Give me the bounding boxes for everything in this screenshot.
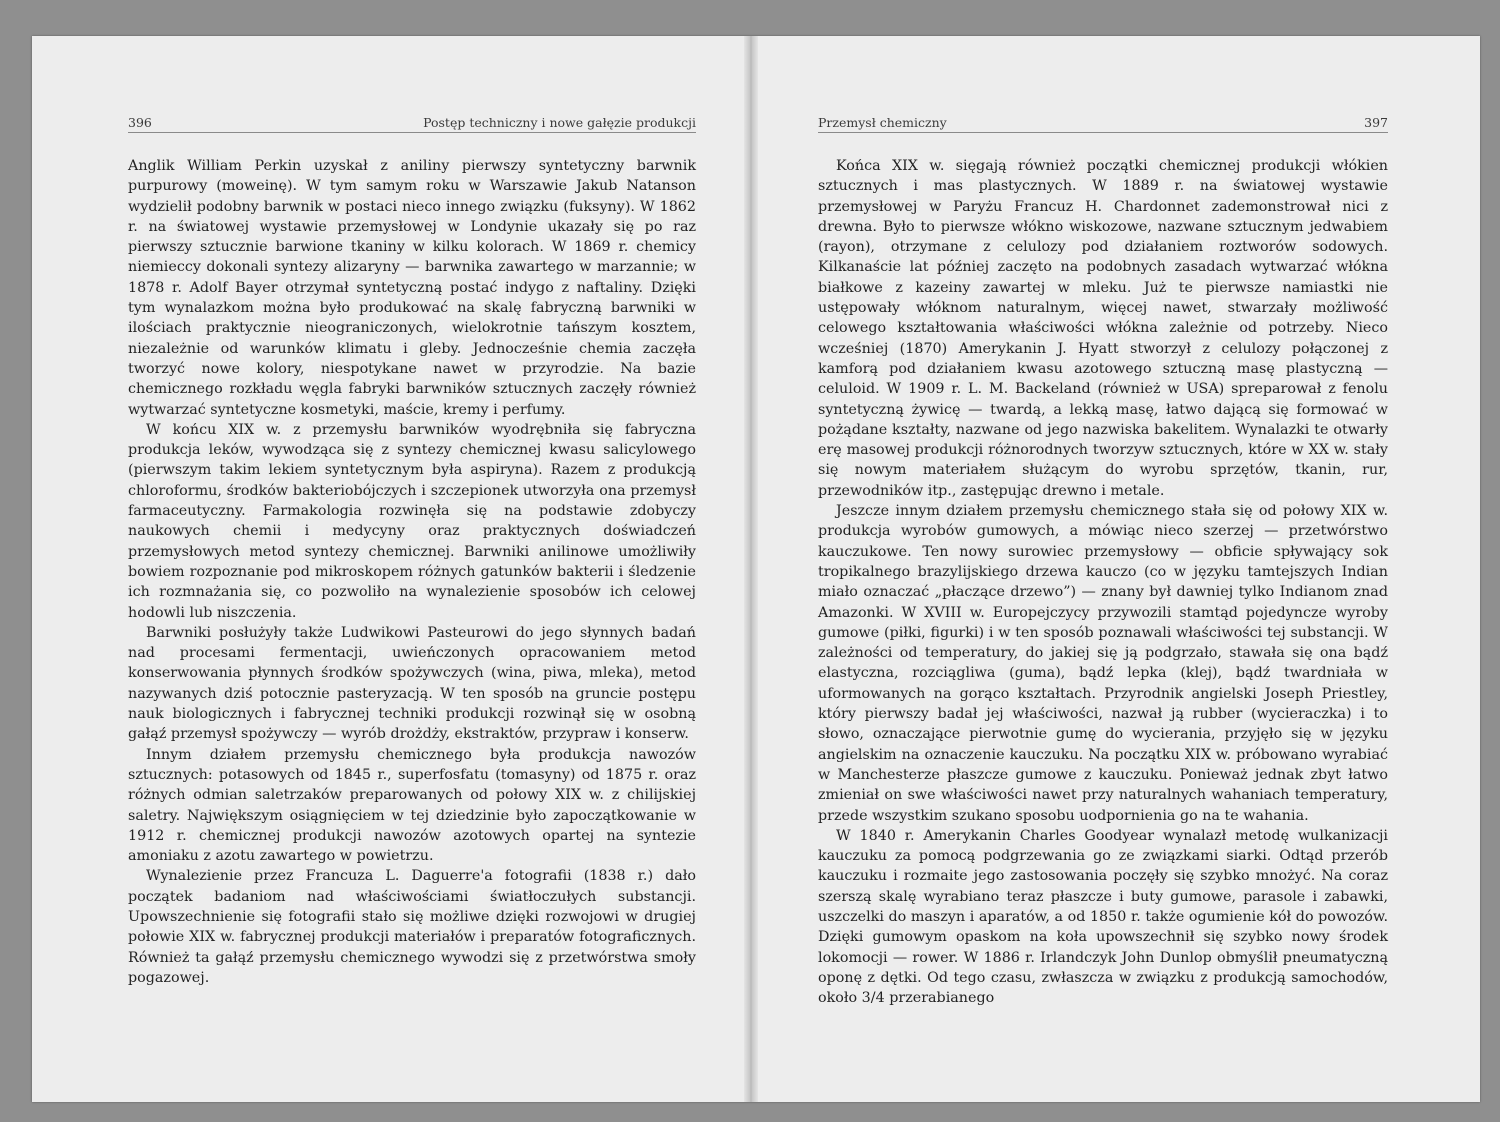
paragraph: Innym działem przemysłu chemicznego była produkcja nawozów sztucznych: potasowych od 1845 r., superfosfatu (tomasyny) od 1875 r. oraz różnych odmian saletrzaków preparowanych od połowy XIX w. z chilijskiej saletry. Największym osiągnięciem w tej dziedzinie było zapoczątkowanie w 1912 r. chemicznej produkcji nawozów azotowych opartej na syntezie amoniaku z azotu zawartego w powietrzu. (128, 746, 696, 865)
right-page (818, 36, 1388, 1102)
paragraph: Anglik William Perkin uzyskał z aniliny pierwszy syntetyczny barwnik purpurowy (moweinę). W tym samym roku w Warszawie Jakub Natanson wydzielił podobny barwnik w postaci nieco innego związku (fuksyny). W 1862 r. na światowej wystawie przemysłowej w Londynie ukazały się po raz pierwszy sztucznie barwione tkaniny w kilku kolorach. W 1869 r. chemicy niemieccy dokonali syntezy alizaryny — barwnika zawartego w marzannie; w 1878 r. Adolf Bayer otrzymał syntetyczną postać indygo z naftaliny. Dzięki tym wynalazkom można było produkować na skalę fabryczną barwniki w ilościach praktycznie nieograniczonych, wielokrotnie tańszym kosztem, niezależnie od warunków klimatu i gleby. Jednocześnie chemia zaczęła tworzyć nowe kolory, niespotykane nawet w przyrodzie. Na bazie chemicznego rozkładu węgla fabryki barwników sztucznych zaczęły również wytwarzać syntetyczne kosmetyki, maście, kremy i perfumy. (128, 158, 696, 418)
left-page (128, 36, 696, 1102)
running-head-title: Postęp techniczny i nowe gałęzie produkcji (423, 115, 696, 130)
left-running-head (128, 115, 696, 133)
paragraph: Jeszcze innym działem przemysłu chemicznego stała się od połowy XIX w. produkcja wyrobów gumowych, a mówiąc nieco szerzej — przetwórstwo kauczukowe. Ten nowy surowiec przemysłowy — obficie spływający sok tropikalnego brazylijskiego drzewa kauczo (co w języku tamtejszych Indian miało oznaczać „płaczące drzewo”) — znany był dawniej tylko Indianom znad Amazonki. W XVIII w. Europejczycy przywozili stamtąd pojedyncze wyroby gumowe (piłki, figurki) i w ten sposób poznawali właściwości tej substancji. W zależności od temperatury, do jakiej się ją podgrzało, stawała się ona bądź elastyczna, rozciągliwa (guma), bądź lepka (klej), bądź twardniała w uformowanych na gorąco kształtach. Przyrodnik angielski Joseph Priestley, który pierwszy badał jej właściwości, nazwał ją rubber (wycieraczka) i to słowo, oznaczające pierwotnie gumę do wycierania, przyjęło się w języku angielskim na oznaczenie kauczuku. Na początku XIX w. próbowano wyrabiać w Manchesterze płaszcze gumowe z kauczuku. Ponieważ jednak zbyt łatwo zmieniał on swe właściwości nawet przy naturalnych wahaniach temperatury, przede wszystkim szukano sposobu uodpornienia go na te wahania. (818, 503, 1388, 824)
right-running-head (818, 115, 1388, 133)
book-spread (32, 36, 1480, 1102)
paragraph: W końcu XIX w. z przemysłu barwników wyodrębniła się fabryczna produkcja leków, wywodząca się z syntezy chemicznej kwasu salicylowego (pierwszym takim lekiem syntetycznym była aspiryna). Razem z produkcją chloroformu, środków bakteriobójczych i szczepionek utworzyła ona przemysł farmaceutyczny. Farmakologia rozwinęła się na podstawie zdobyczy naukowych chemii i medycyny oraz praktycznych doświadczeń przemysłowych metod syntezy chemicznej. Barwniki anilinowe umożliwiły bowiem rozpoznanie pod mikroskopem różnych gatunków bakterii i śledzenie ich rozmnażania się, co pozwoliło na wynalezienie sposobów ich celowej hodowli lub niszczenia. (128, 421, 696, 621)
book-gutter (744, 36, 758, 1102)
paragraph: W 1840 r. Amerykanin Charles Goodyear wynalazł metodę wulkanizacji kauczuku za pomocą podgrzewania go ze związkami siarki. Odtąd przerób kauczuku i rozmaite jego zastosowania poczęły się szybko mnożyć. Na coraz szerszą skalę wyrabiano teraz płaszcze i buty gumowe, parasole i zabawki, uszczelki do maszyn i aparatów, a od 1850 r. także ogumienie kół do powozów. Dzięki gumowym opaskom na koła upowszechnił się szybko nowy środek lokomocji — rower. W 1886 r. Irlandczyk John Dunlop obmyślił pneumatyczną oponę z dętki. Od tego czasu, zwłaszcza w związku z produkcją samochodów, około 3/4 przerabianego (818, 827, 1388, 1007)
running-head-title: Przemysł chemiczny (818, 115, 947, 130)
paragraph: Końca XIX w. sięgają również początki chemicznej produkcji włókien sztucznych i mas plastycznych. W 1889 r. na światowej wystawie przemysłowej w Paryżu Francuz H. Chardonnet zademonstrował nici z drewna. Było to pierwsze włókno wiskozowe, nazwane sztucznym jedwabiem (rayon), otrzymane z celulozy pod działaniem roztworów sodowych. Kilkanaście lat później zaczęto na podobnych zasadach wytwarzać włókna białkowe z kazeiny zawartej w mleku. Już te pierwsze namiastki nie ustępowały włóknom naturalnym, więcej nawet, stwarzały możliwość celowego kształtowania właściwości włókna zależnie od potrzeby. Nieco wcześniej (1870) Amerykanin J. Hyatt stworzył z celulozy połączonej z kamforą pod działaniem kwasu azotowego sztuczną masę plastyczną — celuloid. W 1909 r. L. M. Backeland (również w USA) spreparował z fenolu syntetyczną żywicę — twardą, a lekką masę, łatwo dającą się formować w pożądane kształty, nazwane od jego nazwiska bakelitem. Wynalazki te otwarły erę masowej produkcji różnorodnych tworzyw sztucznych, które w XX w. stały się nowym materiałem służącym do wyrobu sprzętów, tkanin, rur, przewodników itp., zastępując drewno i metale. (818, 158, 1388, 499)
paragraph: Barwniki posłużyły także Ludwikowi Pasteurowi do jego słynnych badań nad procesami fermentacji, uwieńczonych opracowaniem metod konserwowania płynnych środków spożywczych (wina, piwa, mleka), metod nazywanych dziś potocznie pasteryzacją. W ten sposób na gruncie postępu nauk biologicznych i fabrycznej techniki produkcji rozwinął się w osobną gałąź przemysł spożywczy — wyrób drożdży, ekstraktów, przypraw i konserw. (128, 624, 696, 743)
page-number: 396 (128, 115, 152, 130)
page-number: 397 (1364, 115, 1388, 130)
left-body-text (128, 156, 696, 988)
paragraph: Wynalezienie przez Francuza L. Daguerre'a fotografii (1838 r.) dało początek badaniom nad właściwościami światłoczułych substancji. Upowszechnienie się fotografii stało się możliwe dzięki rozwojowi w drugiej połowie XIX w. fabrycznej produkcji materiałów i preparatów fotograficznych. Również ta gałąź przemysłu chemicznego wywodzi się z przetwórstwa smoły pogazowej. (128, 868, 696, 986)
right-body-text (818, 156, 1388, 1008)
